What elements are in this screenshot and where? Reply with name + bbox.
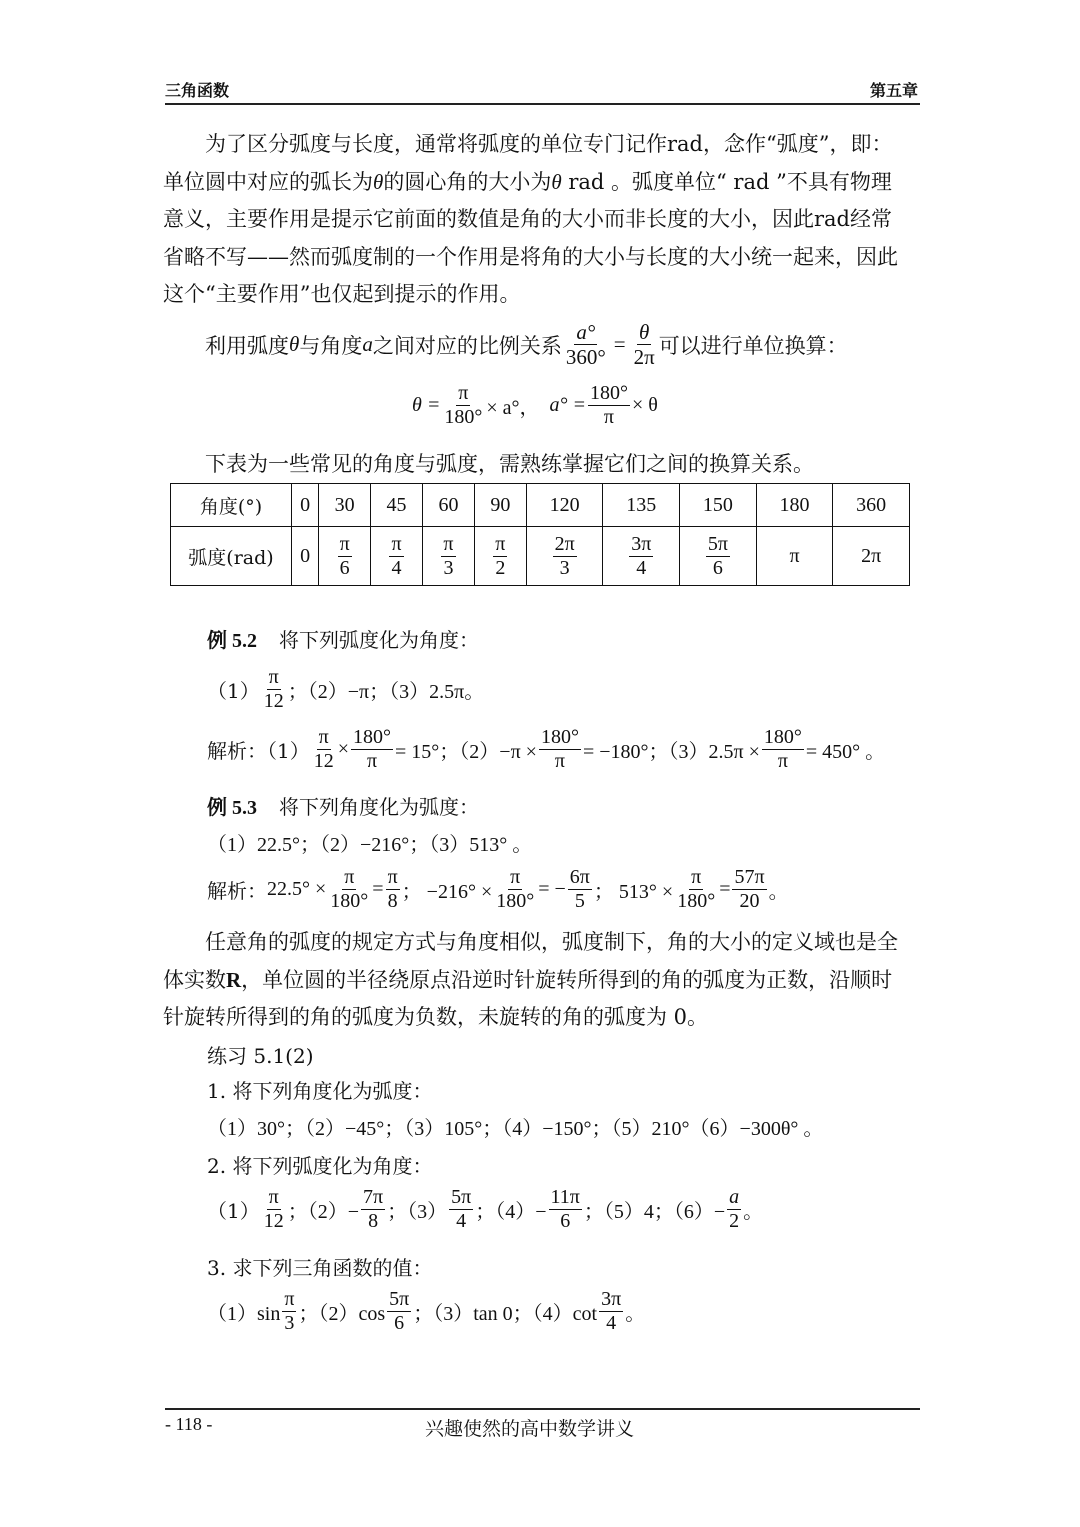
exercise-q1-title: 1. 将下列角度化为弧度： xyxy=(207,1079,433,1103)
footer-rule xyxy=(165,1408,920,1410)
example-5-3-solution: 解析： 22.5° × $\frac{\pi}{180^\circ}$ = $\frac{\pi}{8}$ ； −216° × $\frac{\pi}{180^\circ}$ = − $\frac{6\pi}{5}$ ； 513° × $\frac{\pi}{180^\circ}$ = $\frac{57\pi}{20}$ 。 xyxy=(207,866,789,912)
table-header-radian: 弧度(rad) xyxy=(171,527,292,586)
body-line: ，单位圆的半径绕原点沿逆时针旋转所得到的角的弧度为正数，沿顺时 xyxy=(241,967,893,992)
formula-text: × a°， xyxy=(486,397,540,419)
table-cell: $\frac{\pi}{3}$ xyxy=(423,527,475,586)
body-line: 体实数 xyxy=(163,967,226,992)
table-cell: 60 xyxy=(423,484,475,527)
fraction: $\frac{\theta}{2\pi}$ xyxy=(633,320,655,370)
table-cell: 45 xyxy=(371,484,423,527)
table-cell: π xyxy=(756,527,833,586)
fraction: $\frac{180^\circ}{\pi}$ xyxy=(589,382,628,428)
book-title: 兴趣使然的高中数学讲义 xyxy=(425,1418,635,1440)
table-cell: $\frac{\pi}{4}$ xyxy=(371,527,423,586)
table-cell: 30 xyxy=(319,484,371,527)
domain-paragraph xyxy=(163,924,918,1037)
table-cell: 2π xyxy=(833,527,910,586)
intro-paragraph xyxy=(163,126,918,314)
table-cell: $\frac{2\pi}{3}$ xyxy=(526,527,603,586)
example-5-2-solution: 解析：（1） $\frac{\pi}{12}$ × $\frac{180^\circ}{\pi}$ = 15°；（2）−π × $\frac{180^\circ}{\pi}$ = −180°；（3）2.5π × $\frac{180^\circ}{\pi}$ = 450° 。 xyxy=(207,726,886,772)
theta-symbol: θ xyxy=(373,169,384,194)
table-cell: $\frac{\pi}{6}$ xyxy=(319,527,371,586)
a-symbol: a xyxy=(362,332,373,357)
exercise-q3-title: 3. 求下列三角函数的值： xyxy=(207,1256,433,1280)
table-intro: 下表为一些常见的角度与弧度，需熟练掌握它们之间的换算关系。 xyxy=(205,452,814,476)
exercise-q3-items: （1）sin $\frac{\pi}{3}$ ；（2）cos $\frac{5\pi}{6}$ ；（3）tan 0；（4）cot $\frac{3\pi}{4}$ 。 xyxy=(207,1288,646,1334)
table-row xyxy=(171,527,910,586)
formula-text: θ = xyxy=(412,394,441,416)
fraction: $\frac{a^\circ}{360^\circ}$ xyxy=(565,320,606,370)
real-numbers-symbol: R xyxy=(226,967,242,992)
ratio-text: 可以进行单位换算： xyxy=(658,333,848,358)
theta-symbol: θ xyxy=(551,169,562,194)
intro-line-2a: 单位圆中对应的弧长为 xyxy=(163,169,373,194)
ratio-text: 利用弧度 xyxy=(205,333,289,358)
exercise-q2-items: （1） $\frac{\pi}{12}$ ；（2）− $\frac{7\pi}{8}$ ；（3） $\frac{5\pi}{4}$ ；（4）− $\frac{11\pi}{6}$ ；（5）4；（6）− $\frac{a}{2}$ 。 xyxy=(207,1186,764,1232)
table-cell: $\frac{3\pi}{4}$ xyxy=(603,527,680,586)
intro-line-2b: 的圆心角的大小为 xyxy=(383,169,552,194)
formula-text: a° = xyxy=(549,394,586,416)
table-cell: 120 xyxy=(526,484,603,527)
table-cell: 90 xyxy=(474,484,526,527)
degree-radian-table xyxy=(170,483,910,586)
conversion-formula xyxy=(412,382,658,429)
intro-line-3: 意义，主要作用是提示它前面的数值是角的大小而非长度的大小，因此rad经常 xyxy=(163,207,892,231)
table-cell: 180 xyxy=(756,484,833,527)
header-chapter-number: 第五章 xyxy=(869,81,918,100)
example-5-2-heading xyxy=(207,624,479,653)
table-cell: 150 xyxy=(680,484,757,527)
exercise-q1-items: （1）30°；（2）−45°；（3）105°；（4）−150°；（5）210°（6）−300θ° 。 xyxy=(207,1118,824,1140)
theta-symbol: θ xyxy=(289,332,300,357)
example-label: 例 5.2 xyxy=(207,630,257,652)
table-cell: $\frac{\pi}{2}$ xyxy=(474,527,526,586)
intro-line-4: 省略不写——然而弧度制的一个作用是将角的大小与长度的大小统一起来，因此 xyxy=(163,244,898,269)
ratio-line xyxy=(205,320,848,369)
example-title: 将下列角度化为弧度： xyxy=(279,795,479,819)
table-cell: 135 xyxy=(603,484,680,527)
formula-text: × θ xyxy=(631,394,658,416)
fraction: $\frac{\pi}{180^\circ}$ xyxy=(444,382,483,428)
equals-sign: = xyxy=(613,332,626,357)
intro-line-2c: rad 。弧度单位“ rad ”不具有物理 xyxy=(561,169,892,194)
ratio-text: 之间对应的比例关系 xyxy=(372,333,562,358)
example-title: 将下列弧度化为角度： xyxy=(279,628,479,652)
ratio-text: 与角度 xyxy=(299,333,363,358)
table-header-degree: 角度(°) xyxy=(171,484,292,527)
table-cell: 0 xyxy=(292,527,319,586)
body-line: 针旋转所得到的角的弧度为负数，未旋转的角的弧度为 0。 xyxy=(163,1005,709,1029)
exercise-q2-title: 2. 将下列弧度化为角度： xyxy=(207,1154,433,1178)
example-label: 例 5.3 xyxy=(207,797,257,819)
example-5-3-heading xyxy=(207,791,479,820)
example-5-2-questions: （1） $\frac{\pi}{12}$ ；（2）−π；（3）2.5π。 xyxy=(207,666,485,712)
body-line: 任意角的弧度的规定方式与角度相似，弧度制下，角的大小的定义域也是全 xyxy=(205,930,898,954)
table-row xyxy=(171,484,910,527)
header-chapter-title: 三角函数 xyxy=(165,81,230,100)
table-cell: $\frac{5\pi}{6}$ xyxy=(680,527,757,586)
intro-line-1: 为了区分弧度与长度，通常将弧度的单位专门记作rad，念作“弧度”，即： xyxy=(205,132,893,156)
table-cell: 0 xyxy=(292,484,319,527)
page-number: - 118 - xyxy=(165,1414,213,1434)
example-5-3-questions: （1）22.5°；（2）−216°；（3）513° 。 xyxy=(207,834,533,856)
table-cell: 360 xyxy=(833,484,910,527)
exercise-title: 练习 5.1(2) xyxy=(207,1044,314,1068)
header-rule xyxy=(165,103,920,105)
intro-line-5: 这个“主要作用”也仅起到提示的作用。 xyxy=(163,282,521,306)
